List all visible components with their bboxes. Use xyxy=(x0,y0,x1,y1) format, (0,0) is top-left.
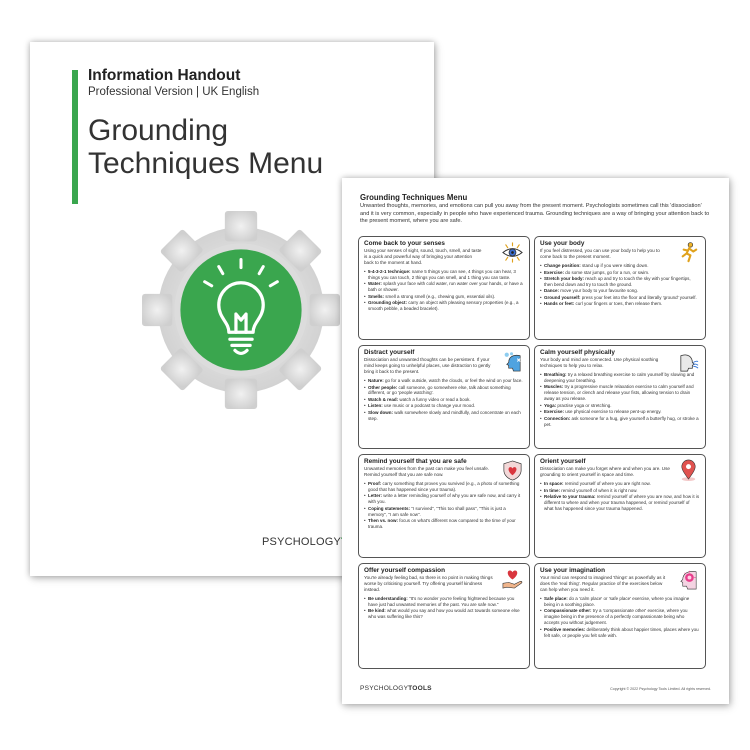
box-list xyxy=(540,372,700,428)
heart-hand-icon xyxy=(501,568,524,591)
list-item: • Yoga: practise yoga or stretching. xyxy=(540,403,700,409)
list-item: • Water: splash your face with cold water, run water over your hands, or have a bath or shower. xyxy=(364,281,524,293)
list-item: • Exercise: do some star jumps, go for a run, or swim. xyxy=(540,270,700,276)
list-item: • Hands or feet: curl your fingers or toes, then release them. xyxy=(540,301,700,307)
box-intro: Your body and mind are connected. Use physical soothing techniques to help you to relax. xyxy=(540,357,659,368)
box-title: Use your body xyxy=(540,240,585,247)
list-item: • Listen: use music or a podcast to change your mood. xyxy=(364,403,524,409)
box-title: Offer yourself compassion xyxy=(364,567,445,574)
worksheet-page xyxy=(342,178,729,704)
eye-icon xyxy=(501,241,524,264)
box-intro: Unwanted memories from the past can make you feel unsafe. Remind yourself that you are safe now. xyxy=(364,466,490,477)
list-item: • Compassionate other: try a 'compassionate other' exercise, where you imagine being in the presence of a perfectly compassionate being who accepts you without judgement. xyxy=(540,608,700,626)
list-item: • Dance: move your body to your favourite song. xyxy=(540,288,700,294)
list-item: • Positive memories: deliberately think about happier times, places where you felt safe, or people you felt safe with. xyxy=(540,627,700,639)
list-item: • Ground yourself: press your feet into the floor and literally 'ground' yourself. xyxy=(540,295,700,301)
technique-box-distract xyxy=(358,345,530,449)
box-title: Use your imagination xyxy=(540,567,605,574)
box-intro: Dissociation and unwanted thoughts can be persistent. If your mind keeps going to unhelpful places, use distraction to gently bring it back to the present. xyxy=(364,357,491,374)
technique-box-safe xyxy=(358,454,530,558)
lightbulb-gear-icon xyxy=(140,209,342,411)
box-intro: You're already feeling bad, so there is no point in making things worse by criticising yourself. Try offering yourself kindness instead. xyxy=(364,575,493,592)
box-list xyxy=(364,269,524,312)
running-person-icon xyxy=(677,241,700,264)
box-title: Calm yourself physically xyxy=(540,349,615,356)
cover-title xyxy=(88,114,408,180)
list-item: • Nature: go for a walk outside, watch the clouds, or feel the wind on your face. xyxy=(364,378,524,384)
box-title: Distract yourself xyxy=(364,349,415,356)
cover-title-line2: Techniques Menu xyxy=(88,147,324,180)
box-title: Orient yourself xyxy=(540,458,586,465)
list-item: • Breathing: try a relaxed breathing exercise to calm yourself by slowing and deepening your breathing. xyxy=(540,372,700,384)
list-item: • Coping statements: "I survived", "This too shall pass", "This is just a memory", "I am safe now". xyxy=(364,506,524,518)
box-intro: If you feel distressed, you can use your body to help you to come back to the present moment. xyxy=(540,248,660,259)
handout-version: Professional Version | UK English xyxy=(88,86,260,98)
box-list xyxy=(540,481,700,512)
list-item: • Connection: ask someone for a hug, give yourself a butterfly hug, or stroke a pet. xyxy=(540,416,700,428)
handout-type: Information Handout xyxy=(88,67,241,84)
sheet-intro: Unwanted thoughts, memories, and emotions can pull you away from the present moment. Psychologists sometimes call this 'dissociation' and it is very common, especially in people who have experienced trauma. Grounding techniques are a way of bringing your attention back to the present moment, where you are safe. xyxy=(360,203,710,225)
list-item: • Letter: write a letter reminding yourself of why you are safe now, and carry it with you. xyxy=(364,493,524,505)
imagination-head-icon xyxy=(677,568,700,591)
technique-box-senses xyxy=(358,236,530,340)
cover-brand-logo: PSYCHOLOGY xyxy=(262,536,342,548)
box-title: Come back to your senses xyxy=(364,240,445,247)
heart-shield-icon xyxy=(501,459,524,482)
list-item: • Be understanding: "It's no wonder you're feeling frightened because you have just had unwanted memories of the past. You are safe now." xyxy=(364,596,524,608)
list-item: • Stretch your body: reach up and try to touch the sky with your fingertips, then bend down and try to touch the ground. xyxy=(540,276,700,288)
distracted-head-icon xyxy=(501,350,524,373)
list-item: • Proof: carry something that proves you survived (e.g., a photo of something good that has happened since your trauma). xyxy=(364,481,524,493)
list-item: • 5-4-3-2-1 technique: name 5 things you can see, 4 things you can hear, 3 things you can touch, 2 things you can smell, and 1 thing you can taste. xyxy=(364,269,524,281)
list-item: • Change position: stand up if you were sitting down. xyxy=(540,263,700,269)
technique-box-imagination xyxy=(534,563,706,669)
box-list xyxy=(540,596,700,639)
box-intro: Dissociation can make you forget where and when you are. Use grounding to orient yourself in space and time. xyxy=(540,466,670,477)
technique-box-compassion xyxy=(358,563,530,669)
breathing-head-icon xyxy=(677,350,700,373)
list-item: • Exercise: use physical exercise to release pent-up energy. xyxy=(540,409,700,415)
sheet-brand-logo: PSYCHOLOGYTOOLS xyxy=(360,685,432,692)
box-list xyxy=(364,481,524,530)
box-list xyxy=(540,263,700,307)
list-item: • Watch & read: watch a funny video or read a book. xyxy=(364,397,524,403)
list-item: • Grounding object: carry an object with pleasing sensory properties (e.g., a smooth pebble, a beaded bracelet). xyxy=(364,300,524,312)
technique-box-orient xyxy=(534,454,706,558)
accent-bar xyxy=(72,70,78,204)
sheet-title: Grounding Techniques Menu xyxy=(360,193,468,202)
box-intro: Your mind can respond to imagined 'things' as powerfully as it does the 'real thing'. Regular practice of the exercises below can help when you need it. xyxy=(540,575,666,592)
technique-box-calm xyxy=(534,345,706,449)
box-title: Remind yourself that you are safe xyxy=(364,458,467,465)
list-item: • Muscles: try a progressive muscle relaxation exercise to calm yourself and release tension, or clench and release your fists, allowing tension to drain away as you release. xyxy=(540,384,700,402)
box-intro: Using your senses of sight, sound, touch, smell, and taste is a quick and powerful way of bringing your attention back to the moment at hand. xyxy=(364,248,482,265)
technique-box-body xyxy=(534,236,706,340)
list-item: • Smells: smell a strong smell (e.g., chewing gum, essential oils). xyxy=(364,294,524,300)
list-item: • Then vs. now: focus on what's different now compared to the time of your trauma. xyxy=(364,518,524,530)
list-item: • Safe place: do a 'calm place' or 'safe place' exercise, where you imagine being in a soothing place. xyxy=(540,596,700,608)
list-item: • In space: remind yourself of where you are right now. xyxy=(540,481,700,487)
list-item: • Be kind: what would you say and how you would act towards someone else who was suffering like this? xyxy=(364,608,524,620)
cover-title-line1: Grounding xyxy=(88,114,229,147)
location-pin-icon xyxy=(677,459,700,482)
copyright-notice: Copyright © 2022 Psychology Tools Limited. All rights reserved. xyxy=(610,687,711,691)
list-item: • Other people: call someone, go somewhere else, talk about something different, or go 'people watching'. xyxy=(364,385,524,397)
list-item: • In time: remind yourself of when it is right now. xyxy=(540,488,700,494)
box-list xyxy=(364,596,524,620)
list-item: • Slow down: walk somewhere slowly and mindfully, and concentrate on each step. xyxy=(364,410,524,422)
box-list xyxy=(364,378,524,422)
list-item: • Relative to your trauma: remind yourself of where you are now, and how it is different to where and when your trauma happened, or remind yourself of what has happened since your trauma happened. xyxy=(540,494,700,512)
